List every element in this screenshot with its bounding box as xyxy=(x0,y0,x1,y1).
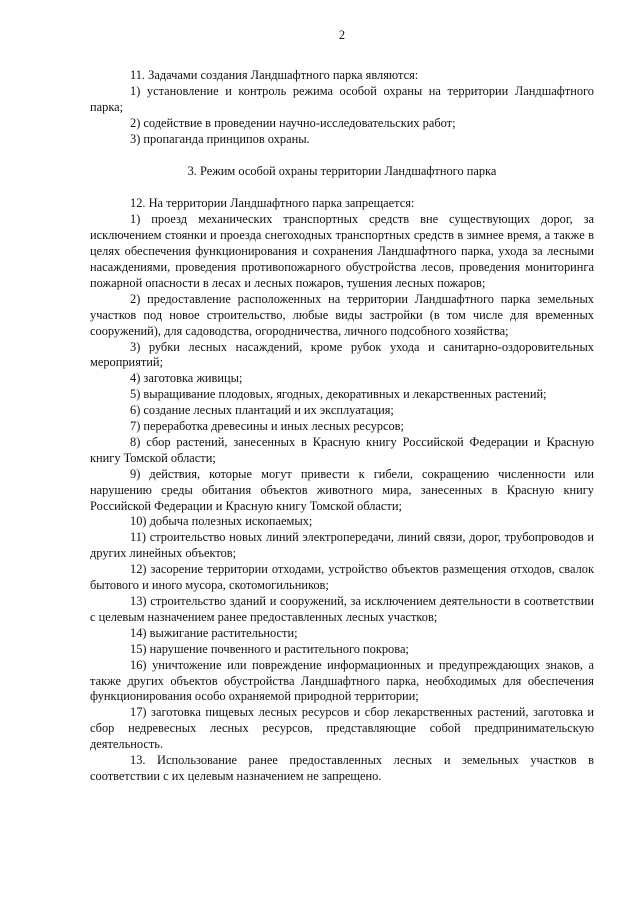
paragraph: 13) строительство зданий и сооружений, за исключением деятельности в соответствии с целевым назначением ранее предоставленных лесных участков; xyxy=(90,594,594,624)
paragraph: 14) выжигание растительности; xyxy=(130,625,298,640)
section-heading: 3. Режим особой охраны территории Ландшафтного парка xyxy=(187,164,497,179)
paragraph: 12. На территории Ландшафтного парка запрещается: xyxy=(130,196,415,211)
paragraph: 1) установление и контроль режима особой охраны на территории Ландшафтного парка; xyxy=(90,83,594,114)
paragraph: 3) рубки лесных насаждений, кроме рубок ухода и санитарно-оздоровительных мероприятий; xyxy=(90,339,594,370)
paragraph: 2) предоставление расположенных на территории Ландшафтного парка земельных участков под новое строительство, любые виды застройки (в том числе для временных сооружений), для садоводства, огородничества, личного подсобного хозяйства; xyxy=(90,291,594,338)
paragraph: 5) выращивание плодовых, ягодных, декоративных и лекарственных растений; xyxy=(130,387,547,402)
paragraph: 11) строительство новых линий электропередачи, линий связи, дорог, трубопроводов и других линейных объектов; xyxy=(90,530,594,561)
paragraph: 7) переработка древесины и иных лесных ресурсов; xyxy=(130,419,404,434)
paragraph: 9) действия, которые могут привести к гибели, сокращению численности или нарушению среды обитания объектов животного мира, занесенных в Красную книгу Российской Федерации и Красную книгу Томской области; xyxy=(90,466,594,513)
paragraph: 11. Задачами создания Ландшафтного парка являются: xyxy=(130,67,419,82)
paragraph: 15) нарушение почвенного и растительного покрова; xyxy=(130,641,409,656)
paragraph: 16) уничтожение или повреждение информационных и предупреждающих знаков, а также других объектов обустройства Ландшафтного парка, необходимых для обеспечения функционирования особо охраняемой природной территории; xyxy=(90,657,594,704)
paragraph: 2) содействие в проведении научно-исследовательских работ; xyxy=(130,115,456,130)
paragraph: 8) сбор растений, занесенных в Красную книгу Российской Федерации и Красную книгу Томской области; xyxy=(90,434,594,465)
paragraph: 1) проезд механических транспортных средств вне существующих дорог, за исключением стоянки и проезда снегоходных транспортных средств в зимнее время, а также в целях обеспечения функционирования и сохранения Ландшафтного парка, ухода за лесными насаждениями, проведения противопожарного обустройства лесов, проведения мониторинга пожарной опасности в лесах и лесных пожаров, тушения лесных пожаров; xyxy=(90,212,594,290)
paragraph: 4) заготовка живицы; xyxy=(130,371,243,386)
paragraph: 13. Использование ранее предоставленных лесных и земельных участков в соответствии с их целевым назначением не запрещено. xyxy=(90,753,594,783)
paragraph: 12) засорение территории отходами, устройство объектов размещения отходов, свалок бытового и иного мусора, скотомогильников; xyxy=(90,562,594,593)
paragraph: 10) добыча полезных ископаемых; xyxy=(130,514,313,529)
page-number: 2 xyxy=(338,28,346,42)
paragraph: 17) заготовка пищевых лесных ресурсов и сбор лекарственных растений, заготовка и сбор недревесных лесных ресурсов, представляющие собой предпринимательскую деятельность. xyxy=(90,705,594,752)
paragraph: 6) создание лесных плантаций и их эксплуатация; xyxy=(130,403,394,418)
paragraph: 3) пропаганда принципов охраны. xyxy=(130,131,310,146)
